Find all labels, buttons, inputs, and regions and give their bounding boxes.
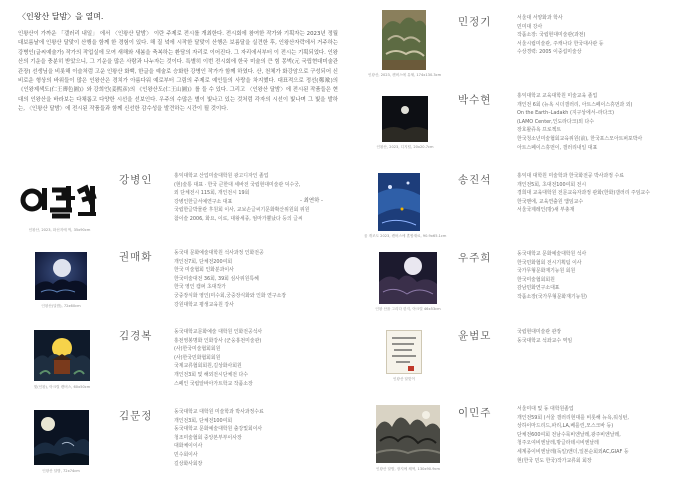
bio-line: 동국대학교 석좌교수 역임 [517,337,573,344]
bio-line: 개인전59회 (서울 갤러리현대를 비롯해 뉴욕,워싱턴, [517,414,629,421]
artwork-digital-moon [382,96,428,142]
bio-line: 한국미술협회회원 [517,276,555,283]
bio-line: 궁중장식화 영인(미수회,궁중장식화와 인화 연구소장 [174,292,287,299]
bio-line: 작품소장(국가무형문화재기능원) [517,293,587,300]
artist-bio [174,408,339,468]
bio-line: (LAMO Center,인도라다크)외 다수 [517,118,594,125]
artwork-mountain-moon [34,410,89,465]
bio-line: 한국 영인 캠퍼 초대작가 [174,284,226,291]
bio-line: 경희대 교육대학원 전문교육자과정 관화(한화)갤러리 주임교수 [517,190,650,197]
bio-line: 국제교류협회회원,길상화사회원 [174,363,242,370]
artwork-inwangsan-oil [382,10,426,70]
bio-line: 개인전 6회 (뉴욕 시더갤러리, 아트스페이스휴먼과 외) [517,101,633,108]
bio-line: 참이슬 2006, 화요, 이로, 대왕세종, 엄마가뿔났다 등의 글씨 [174,215,303,222]
bio-line: 동국대학교 대학원 미술학과 박사과정수료 [174,409,264,415]
bio-line: 한국민화협회 전시기획팀 이사 [517,259,582,266]
artist-bio [517,250,692,302]
bio-line: 국립한글박물관 후원회 이사, 교보손글씨기문화확산위원회 위원 [174,207,310,214]
bio-line: 스페인 국립알바아가트학교 작품소장 [174,380,253,387]
artist-bio [174,328,339,388]
intro-title: 〈인왕산 달밤〉을 열며. [18,12,104,21]
bio-line: 홍익대학교 산업미술대학원 광고디자인 졸업 [174,173,269,179]
artwork-moon-night [35,252,87,300]
artwork-calligraphy [18,178,101,224]
artwork-blue-dream [378,173,420,231]
artwork-caption: 인왕산, 2023, 캔버스에 유채, 174x130.3cm [368,73,442,77]
artwork-caption: 인왕산, 2023, 디지털, 20x20.7cm [376,145,434,149]
artist-name: 이민주 [458,407,492,419]
artwork-caption: 꿈 개조도 2023, 캔버스에 혼합재료, 90.9x65.1cm [364,234,447,238]
bio-line: 서울대 서양화과 학사 [517,15,563,21]
bio-line: 한국 미술협회 인화분과이사 [174,267,234,274]
artwork-caption: 빛(인왕), 아크릴 캔버스, 60x50cm [33,385,91,389]
bio-line: 홍익대 대학원 미술학과 한국화전공 박사과정 수료 [517,173,624,179]
artist-bio [517,92,692,152]
bio-line: 장호왈쥬욕 프로젝트 [517,127,562,134]
bio-line: 홍천영봉명화 인화강사 (군웅홍천미술관) [174,337,262,344]
bio-line: 현(한국 민도 한국)작가교류회 회장 [517,457,592,464]
artist-name: 강병인 [119,174,153,186]
bio-line: (사)한국미술협회회원 [174,346,221,353]
artist-name: 권매화 [119,251,153,263]
artist-bio [517,405,692,465]
bio-line: (현)술통 대표 · 한국 큰한대 세바전 국립현대미술관 덕수궁, [174,181,301,188]
artwork-full-moon-mountain [379,252,437,304]
artwork-calligraphy-sheet [386,330,422,374]
artist-name: 송진석 [458,174,492,186]
bio-line: 강원대학교 평생교육원 강사 [174,301,234,308]
bio-line: 길상화사회장 [174,460,203,467]
artwork-caption: 인왕산(달밤), 72x60cm [41,304,81,308]
bio-line: 강병인한글서예연구소 대표 [174,198,233,205]
artist-name: 김경복 [119,330,153,342]
bio-line: 수상경력: 2005 이중섭미술상 [517,49,582,56]
bio-line: 서울시립미술관, 주캐나다 한국대사관 등 [517,40,604,47]
bio-line: 동국대 문화예술대학원 석사과정 인화전공 [174,250,264,256]
artwork-caption: 인왕산 달밤, 장지에 채색, 130x90.9cm [375,467,441,471]
intro-signature: - 최연하 - [300,198,323,204]
bio-line: 대화체이이사 [174,443,203,450]
bio-line: 한국미술대전 36회, 39회 심사위원특혜 [174,275,259,282]
artist-name: 민정기 [458,16,492,28]
bio-line: 민수회이사 [174,451,198,458]
bio-line: 감남민화연구소대표 [517,285,560,292]
bio-line: 서울미대 및 동 대학원졸업 [517,406,574,412]
artist-bio [174,249,339,309]
bio-line: 한국청소년미술협회교육위원(前), 한국포스모아트퍼포박사 [517,135,643,142]
artwork-caption: 인왕산, 2023, 화선지에 먹, 35x90cm [28,228,91,232]
artist-bio [517,172,692,215]
bio-line: 세계종이비엔날레(독일)앤더,일본순회외AC,GIAF 등 [517,448,629,455]
bio-line: 아트스페이스휴먼이, 갤러리내일 대표 [517,144,598,151]
bio-line: (사)한국민화협회회원 [174,354,221,361]
artwork-ink-landscape [376,405,440,463]
artist-name: 우주희 [458,252,492,264]
bio-line: 상하이마드리드,파리,LA,베를린,모스크바 등) [517,423,614,430]
artwork-folk-painting [34,330,90,381]
bio-line: 국립현대미술관 관장 [517,329,562,335]
bio-line: 개인전7회, 단체전200여회 [174,258,233,265]
intro-body: 인왕산이 가까운 「갤러리 내일」 에서 〈인왕산 달밤〉 이란 주제로 전시를 개최한다. 전시회에 참여한 작가와 기획자는 2023년 정월 대보름날에 인왕산 달맞이 산행을 함께 한 경험이 있다. 해 질 녘에 시작한 달맞이 산행은 보름달을 실견한 후, 인왕산자락에서 거주하는 강병인(글씨예술가) 작가의 작업실에 모여 새해와 새봄을 축복하는 환담의 자리로 이어진다. 그 자리에서부터 이 전시는 기획되었다. 인왕산의 기운을 충분히 받았으니, 그 기운을 많은 사람과 나누자는 것이다. 특별히 이번 전시회에 한국 미술의 큰 힘 몽벅(元 국립현대미술관 관장) 선생님을 비롯해 이슬처럼 고운 인왕산 화백, 한글을 예술로 승화한 강병인 작가가 함께 하였다. 산, 천체가 화강암으로 구성되어 신비로운 형상의 바위들이 많은 인왕산은 경치가 아름다워 예로부터 그림의 주제로 예인들의 사랑을 차지했다. 대표적으로 정선(鄭敾)의 《인왕제색도(仁王霽色圖)》와 강희언(姜熙彦)의 《인왕산도(仁王山圖)》를 들 수 있다. 그리고 〈인왕산 달밤〉에 전시된 작품들은 현대의 인왕산을 바라보는 다채롭고 다양한 시선을 선보인다. 우주의 수많은 별이 빛나고 있는 것처럼 각자의 시선이 빛나며 그 빛을 발하는, 〈인왕산 달밤〉에 전시된 작품들과 함께 신선한 감수성을 발견하는 시간이 될 것이다. [18,31,338,113]
bio-line: 작품소장: 국립현대미술관(과천) [517,32,586,39]
bio-line: 동국대학교문화예술 대학원 인화전공석사 [174,329,263,335]
bio-line: 단체전600여회 전남수묵비엔날레,광주비엔날레, [517,431,621,438]
artist-bio [517,14,692,57]
artist-name: 박수현 [458,94,492,106]
bio-line: 개인전3회, 단체전100여회 [174,417,233,424]
bio-line: 청주오여비엔날레,방글라데시비엔날레 [517,440,599,447]
artist-name: 윤범모 [458,330,492,342]
bio-line: 동국대학교 문화예술대학원 석사 [517,251,587,257]
bio-line: 외 단체전시 115회, 개인전시 19회 [174,190,250,197]
artist-name: 김문정 [119,410,153,422]
bio-line: 서울국제레인(방)새 부총재 [517,207,575,214]
artist-bio [174,172,339,224]
bio-line: 홍익대학교 교육대학원 미술교육 졸업 [517,93,598,99]
bio-line: On the Earth–Ladakh (지구상에서–라다크) [517,110,615,117]
bio-line: 한국맨에, 교육연출원 앱임교수 [517,198,584,205]
bio-line: 개인전3회 및 해외전시단체전 다수 [174,371,248,378]
bio-line: 개인전5회, 초대전100여회 전시 [517,181,587,188]
artwork-caption: 인왕산 달맞이 [393,377,415,381]
artwork-caption: 인왕 산을 그리다 한지, 아크릴 46x53cm [375,307,441,311]
bio-line: 국가무형문화재기능원 회원 [517,268,576,275]
bio-line: 민미대 강사 [517,23,543,30]
artist-bio [517,328,692,345]
bio-line: 동국대학교 문화예술대학원 출강및회이사 [174,426,263,433]
artwork-caption: 인왕산 달밤, 72x74cm [42,469,80,473]
bio-line: 청조미술협회 중앙본부부이사장 [174,434,242,441]
